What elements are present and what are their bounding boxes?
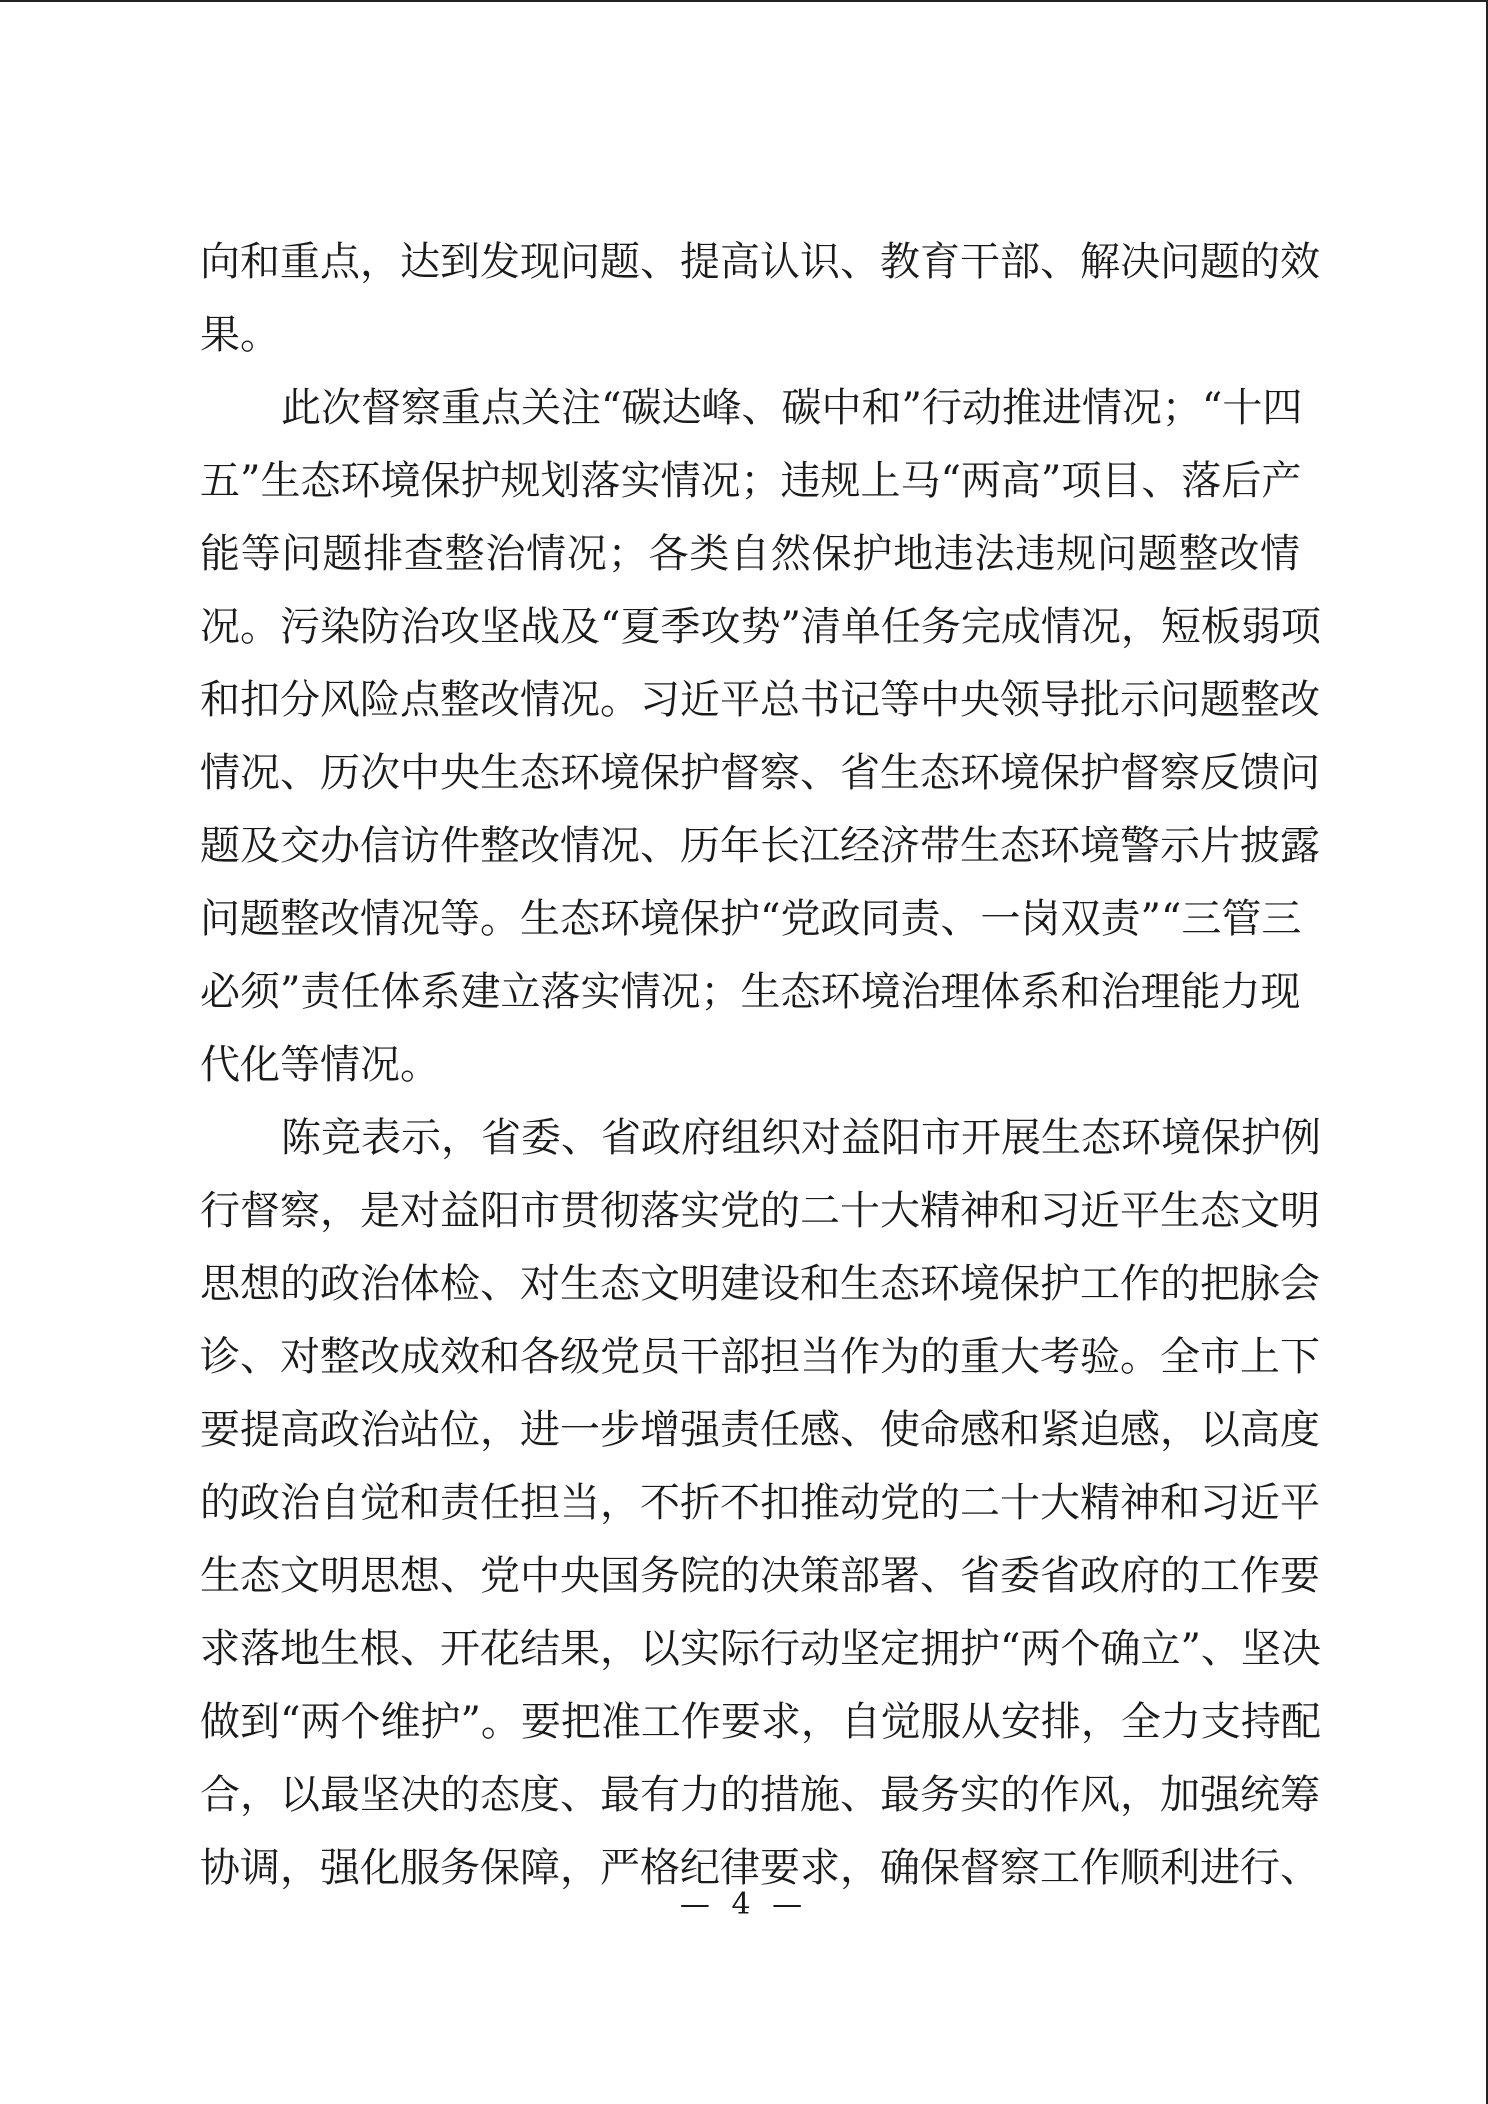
text-line: 果。	[200, 312, 280, 358]
paragraph-first-line: 此次督察重点关注“碳达峰、碳中和”行动推进情况；“十四	[281, 385, 1303, 431]
text-line: 做到“两个维护”。要把准工作要求，自觉服从安排，全力支持配	[200, 1699, 1321, 1745]
text-line: 况。污染防治攻坚战及“夏季攻势”清单任务完成情况，短板弱项	[200, 604, 1321, 650]
text-line: 问题整改情况等。生态环境保护“党政同责、一岗双责”“三管三	[200, 896, 1302, 942]
text-line: 行督察，是对益阳市贯彻落实党的二十大精神和习近平生态文明	[200, 1188, 1320, 1234]
text-line: 求落地生根、开花结果，以实际行动坚定拥护“两个确立”、坚决	[200, 1626, 1321, 1672]
text-line: 生态文明思想、党中央国务院的决策部署、省委省政府的工作要	[200, 1553, 1320, 1599]
text-line: 代化等情况。	[200, 1042, 440, 1088]
text-line: 诊、对整改成效和各级党员干部担当作为的重大考验。全市上下	[200, 1334, 1320, 1380]
text-line: 五”生态环境保护规划落实情况；违规上马“两高”项目、落后产	[200, 458, 1302, 504]
top-border-line	[0, 0, 1488, 2]
paragraph-first-line: 陈竞表示，省委、省政府组织对益阳市开展生态环境保护例	[281, 1115, 1321, 1161]
text-line: 的政治自觉和责任担当，不折不扣推动党的二十大精神和习近平	[200, 1480, 1320, 1526]
text-line: 协调，强化服务保障，严格纪律要求，确保督察工作顺利进行、	[200, 1845, 1320, 1891]
text-line: 合，以最坚决的态度、最有力的措施、最务实的作风，加强统筹	[200, 1772, 1320, 1818]
text-line: 向和重点，达到发现问题、提高认识、教育干部、解决问题的效	[200, 239, 1320, 285]
text-line: 思想的政治体检、对生态文明建设和生态环境保护工作的把脉会	[200, 1261, 1320, 1307]
text-line: 能等问题排查整治情况；各类自然保护地违法违规问题整改情	[200, 531, 1300, 577]
page-number: — 4 —	[679, 1887, 809, 1922]
text-line: 情况、历次中央生态环境保护督察、省生态环境保护督察反馈问	[200, 750, 1320, 796]
document-body	[200, 226, 1321, 1905]
text-line: 题及交办信访件整改情况、历年长江经济带生态环境警示片披露	[200, 823, 1320, 869]
text-line: 必须”责任体系建立落实情况；生态环境治理体系和治理能力现	[200, 969, 1301, 1015]
text-line: 和扣分风险点整改情况。习近平总书记等中央领导批示问题整改	[200, 677, 1320, 723]
text-line: 要提高政治站位，进一步增强责任感、使命感和紧迫感，以高度	[200, 1407, 1320, 1453]
